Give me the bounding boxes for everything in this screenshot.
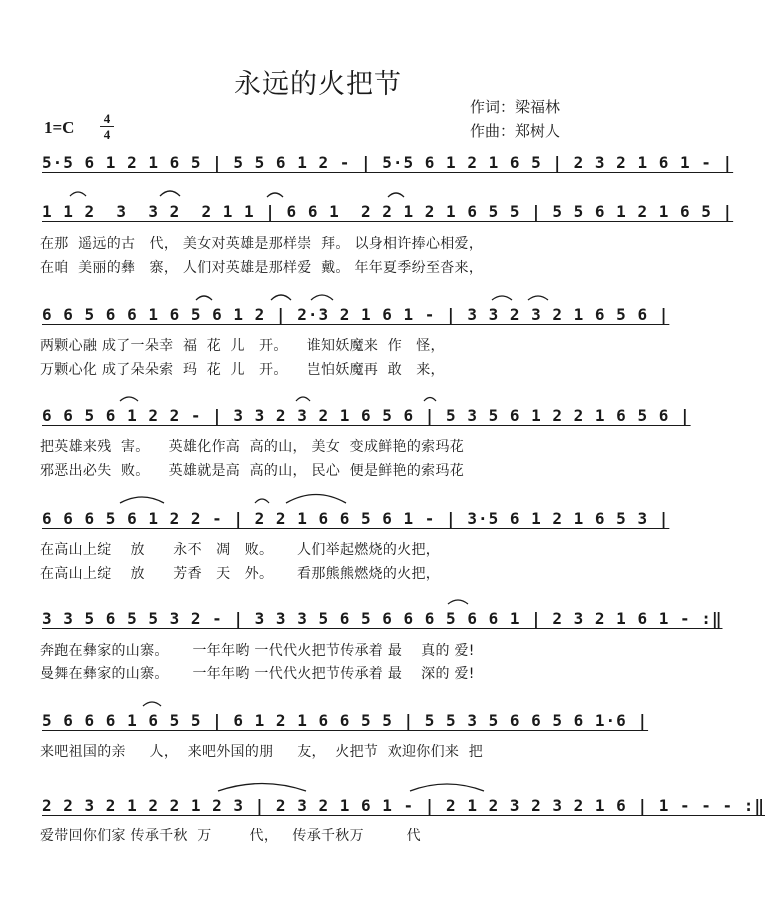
time-sig-bottom: 4 xyxy=(103,127,111,142)
slur-arc xyxy=(196,296,212,300)
time-sig-top: 4 xyxy=(103,111,111,126)
lyric-line-6-verse-2: 曼舞在彝家的山寨。 一年年哟 一代代火把节传承着 最 深的 爱! xyxy=(40,666,475,682)
lyric-line-4-verse-1: 把英雄来残 害。 英雄化作高 高的山， 美女 变成鲜艳的索玛花 xyxy=(40,439,465,455)
slur-arc xyxy=(160,191,180,196)
song-title: 永远的火把节 xyxy=(234,69,402,100)
lyric-line-4-verse-2: 邪恶出必失 败。 英雄就是高 高的山， 民心 便是鲜艳的索玛花 xyxy=(40,463,465,479)
lyric-line-2-verse-2: 在咱 美丽的彝 寨， 人们对英雄是那样爱 戴。 年年夏季纷至沓来， xyxy=(40,260,484,276)
notation-line-1: 5·5 6 1 2 1 6 5 | 5 5 6 1 2 - | 5·5 6 1 2 1 6 5 | 2 3 2 1 6 1 - | xyxy=(42,153,734,172)
time-signature xyxy=(100,112,114,141)
slur-arc xyxy=(218,784,306,792)
lyric-line-3-verse-2: 万颗心化 成了朵朵索 玛 花 儿 开。 岂怕妖魔再 敢 来， xyxy=(40,362,445,378)
slur-arc xyxy=(492,296,512,300)
lyric-line-7: 来吧祖国的亲 人， 来吧外国的朋 友， 火把节 欢迎你们来 把 xyxy=(40,744,484,760)
slur-arc xyxy=(410,784,484,791)
slur-arc xyxy=(424,398,436,402)
lyric-line-8: 爱带回你们家 传承千秋 万 代， 传承千秋万 代 xyxy=(40,828,421,844)
notation-line-8: 2 2 3 2 1 2 2 1 2 3 | 2 3 2 1 6 1 - | 2 1 2 3 2 3 2 1 6 | 1 - - - :‖ xyxy=(42,796,765,815)
slur-arc xyxy=(388,193,404,197)
lyric-line-2-verse-1: 在那 遥远的古 代， 美女对英雄是那样崇 拜。 以身相许捧心相爱， xyxy=(40,236,484,252)
slur-arc xyxy=(143,702,161,706)
slur-arc xyxy=(120,397,138,401)
lyric-line-6-verse-1: 奔跑在彝家的山寨。 一年年哟 一代代火把节传承着 最 真的 爱! xyxy=(40,643,475,659)
composer-credit: 作曲：郑树人 xyxy=(470,122,561,140)
slur-arc xyxy=(296,397,310,401)
key-signature: 1=C xyxy=(44,118,75,137)
lyricist-credit: 作词：梁福林 xyxy=(470,98,561,116)
lyric-line-3-verse-1: 两颗心融 成了一朵幸 福 花 儿 开。 谁知妖魔来 作 怪， xyxy=(40,338,445,354)
notation-line-5: 6 6 6 5 6 1 2 2 - | 2 2 1 6 6 5 6 1 - | 3·5 6 1 2 1 6 5 3 | xyxy=(42,509,670,528)
slur-arc xyxy=(286,495,346,504)
slur-arc xyxy=(70,192,86,196)
notation-line-7: 5 6 6 6 1 6 5 5 | 6 1 2 1 6 6 5 5 | 5 5 3 5 6 6 5 6 1·6 | xyxy=(42,711,649,730)
notation-line-3: 6 6 5 6 6 1 6 5 6 1 2 | 2·3 2 1 6 1 - | 3 3 2 3 2 1 6 5 6 | xyxy=(42,305,670,324)
slur-arc xyxy=(120,497,164,503)
slur-arc xyxy=(267,193,283,197)
slur-arc xyxy=(271,295,291,300)
notation-line-2: 1 1 2 3 3 2 2 1 1 | 6 6 1 2 2 1 2 1 6 5 5 | 5 5 6 1 2 1 6 5 | xyxy=(42,202,734,221)
notation-line-6: 3 3 5 6 5 5 3 2 - | 3 3 3 5 6 5 6 6 6 5 6 6 1 | 2 3 2 1 6 1 - :‖ xyxy=(42,609,723,628)
lyric-line-5-verse-2: 在高山上绽 放 芳香 天 外。 看那熊熊燃烧的火把， xyxy=(40,566,441,582)
slur-arc xyxy=(255,499,269,503)
slur-arc xyxy=(528,296,548,300)
slur-arc xyxy=(448,600,468,604)
notation-line-4: 6 6 5 6 1 2 2 - | 3 3 2 3 2 1 6 5 6 | 5 3 5 6 1 2 2 1 6 5 6 | xyxy=(42,406,691,425)
lyric-line-5-verse-1: 在高山上绽 放 永不 凋 败。 人们举起燃烧的火把， xyxy=(40,542,441,558)
slur-arc xyxy=(311,295,333,300)
